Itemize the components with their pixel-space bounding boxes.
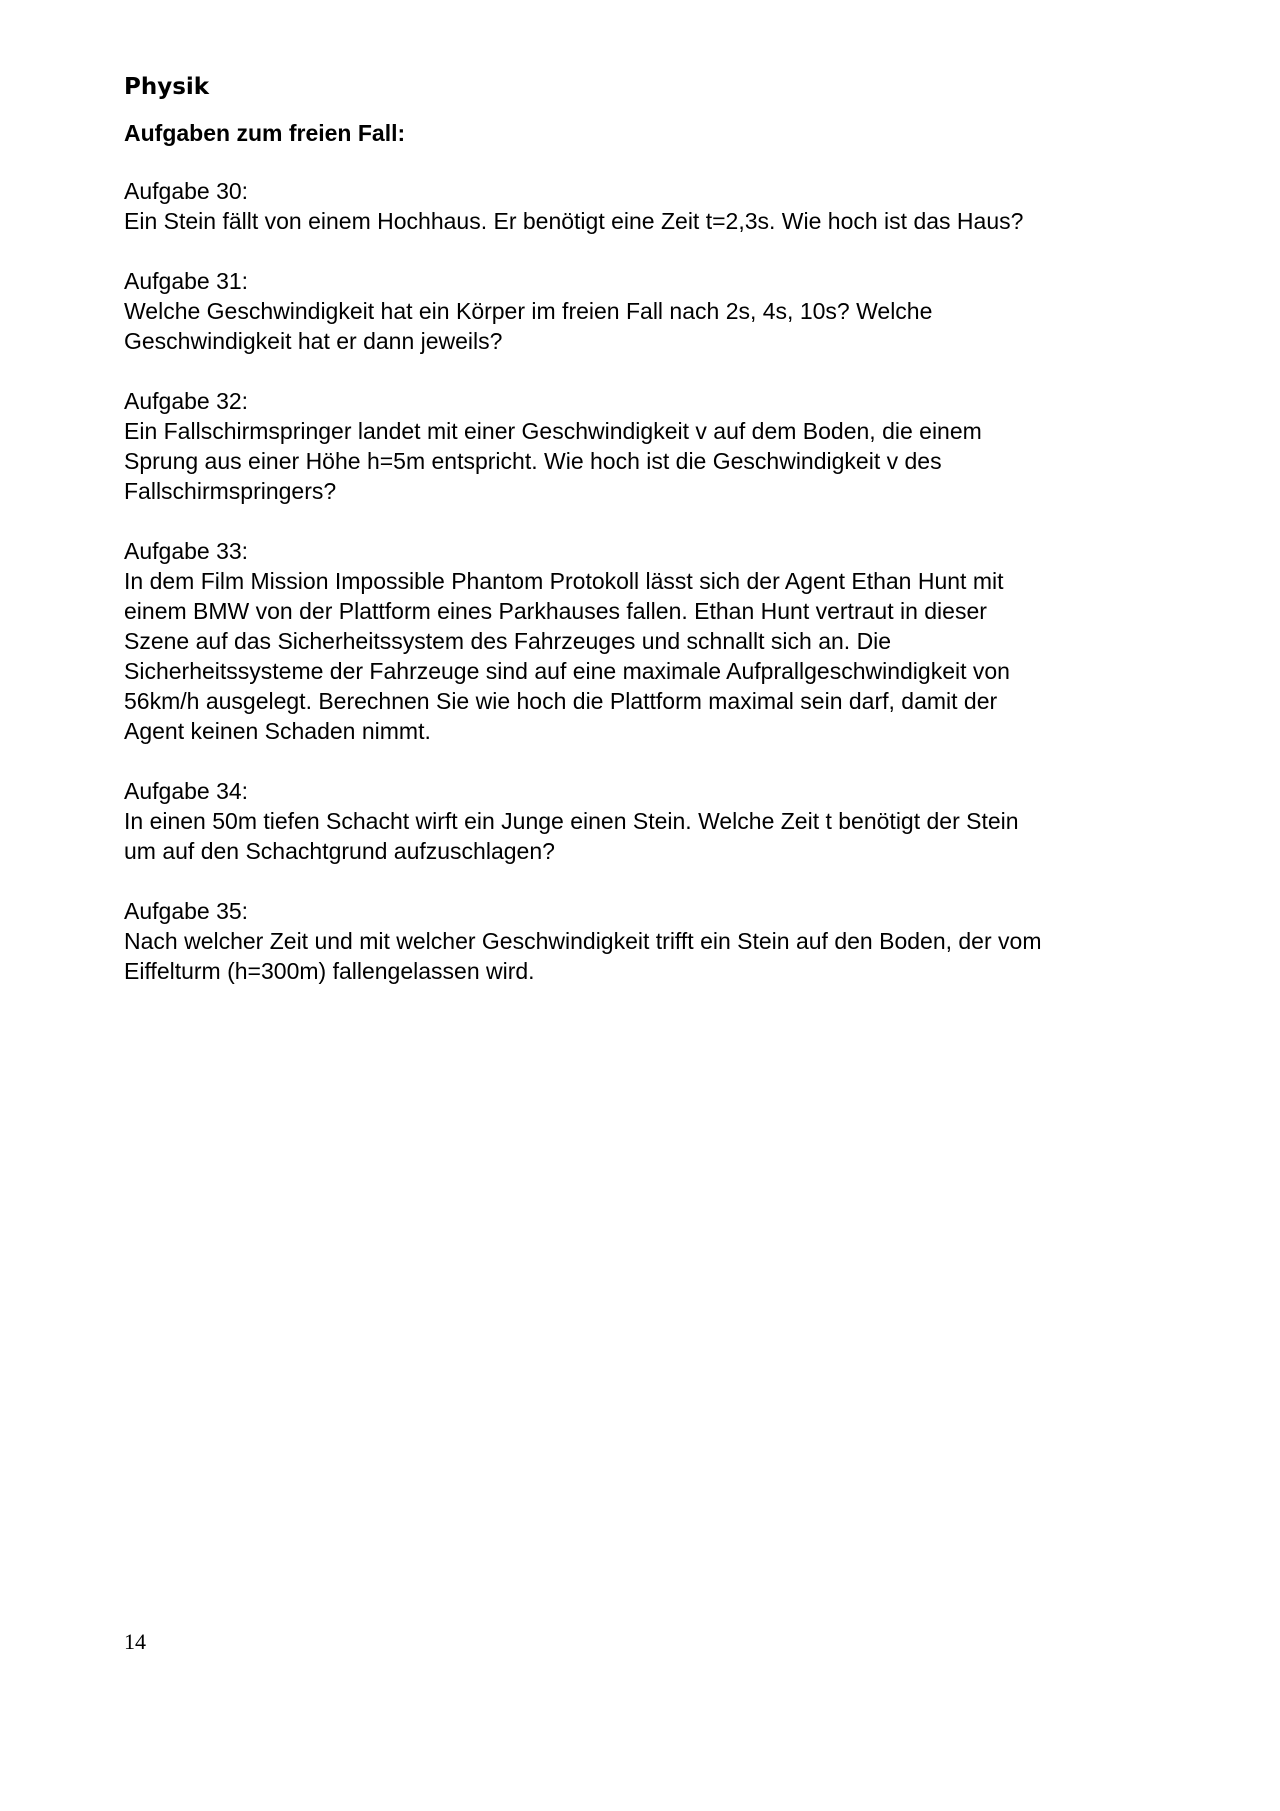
- task-text: In einen 50m tiefen Schacht wirft ein Junge einen Stein. Welche Zeit t benötigt der Stein um auf den Schachtgrund aufzuschlagen?: [124, 808, 1019, 864]
- task-text: Ein Fallschirmspringer landet mit einer Geschwindigkeit v auf dem Boden, die einem Sprung aus einer Höhe h=5m entspricht. Wie hoch ist die Geschwindigkeit v des Fallschirmspringers?: [124, 418, 982, 504]
- task-text: Nach welcher Zeit und mit welcher Geschwindigkeit trifft ein Stein auf den Boden, der vom Eiffelturm (h=300m) fallengelassen wird.: [124, 928, 1042, 984]
- subject-title: Physik: [124, 74, 210, 100]
- task-title: Aufgabe 34:: [124, 778, 249, 804]
- task-text: In dem Film Mission Impossible Phantom Protokoll lässt sich der Agent Ethan Hunt mit einem BMW von der Plattform eines Parkhauses fallen. Ethan Hunt vertraut in dieser Szene auf das Sicherheitssystem des Fahrzeuges und schnallt sich an. Die Sicherheitssysteme der Fahrzeuge sind auf eine maximale Aufprallgeschwindigkeit von 56km/h ausgelegt. Berechnen Sie wie hoch die Plattform maximal sein darf, damit der Agent keinen Schaden nimmt.: [124, 568, 1010, 744]
- task-item: [124, 896, 1184, 986]
- task-item: [124, 386, 1184, 506]
- page-number: 14: [124, 1629, 146, 1654]
- task-title: Aufgabe 31:: [124, 268, 249, 294]
- task-item: [124, 266, 1184, 356]
- section-heading: Aufgaben zum freien Fall:: [124, 120, 406, 146]
- task-text: Welche Geschwindigkeit hat ein Körper im freien Fall nach 2s, 4s, 10s? Welche Geschwindigkeit hat er dann jeweils?: [124, 298, 933, 354]
- task-title: Aufgabe 30:: [124, 178, 249, 204]
- task-title: Aufgabe 35:: [124, 898, 249, 924]
- task-text: Ein Stein fällt von einem Hochhaus. Er benötigt eine Zeit t=2,3s. Wie hoch ist das Haus?: [124, 208, 1024, 234]
- task-item: [124, 536, 1184, 746]
- task-title: Aufgabe 32:: [124, 388, 249, 414]
- document-page: [124, 70, 1184, 1016]
- task-item: [124, 176, 1184, 236]
- task-title: Aufgabe 33:: [124, 538, 249, 564]
- task-item: [124, 776, 1184, 866]
- task-list: [124, 176, 1184, 986]
